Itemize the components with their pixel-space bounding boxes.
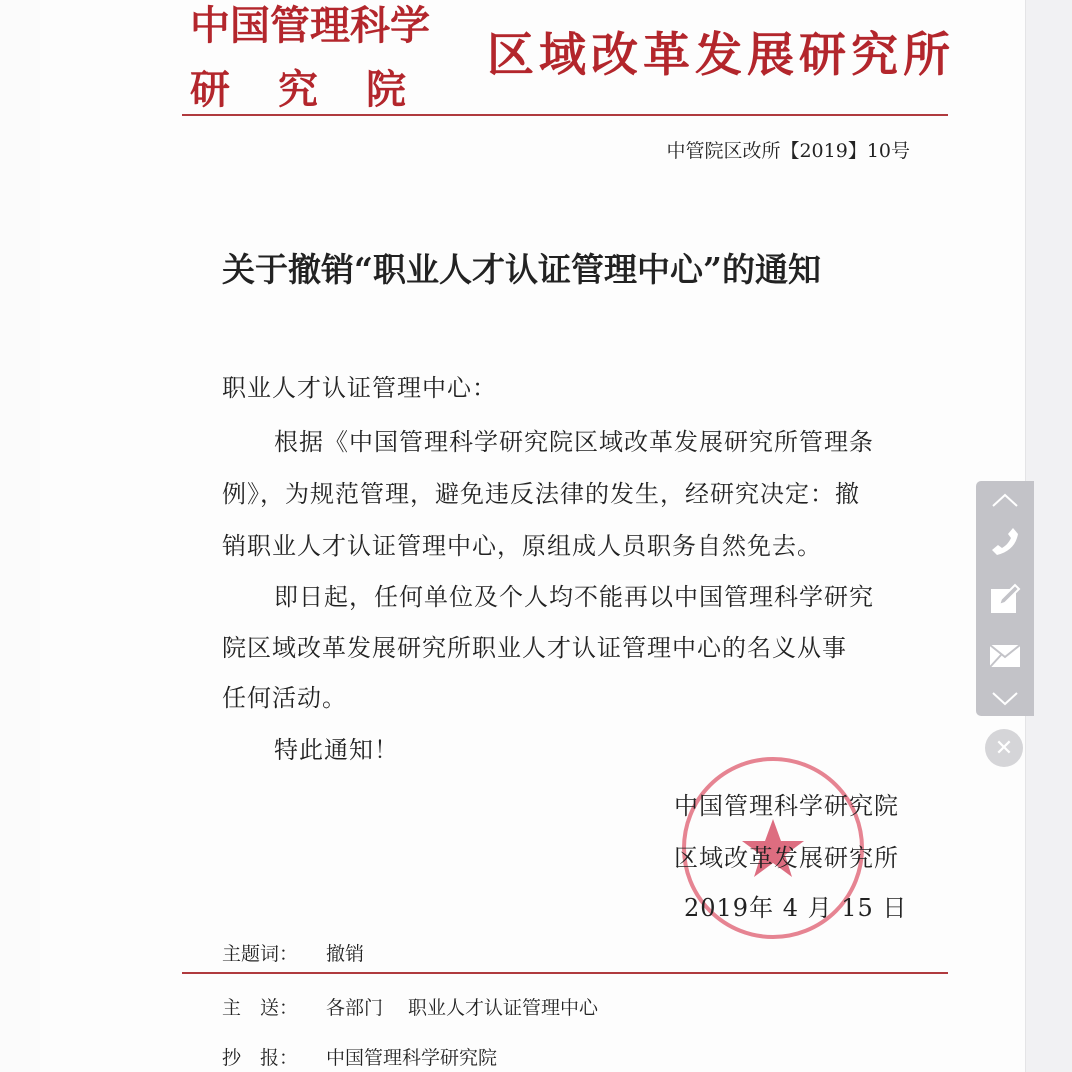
- signature-org2: 区域改革发展研究所: [674, 844, 899, 872]
- notice-title: 关于撤销“职业人才认证管理中心”的通知: [222, 250, 821, 289]
- close-icon[interactable]: ✕: [985, 729, 1023, 767]
- footer-divider: [182, 972, 948, 974]
- keywords-label: 主题词：: [222, 943, 299, 965]
- keywords: 撤销: [326, 943, 365, 965]
- cc-label: 抄 报：: [222, 1047, 299, 1069]
- mail-icon[interactable]: [976, 636, 1034, 676]
- send-to-label: 主 送：: [222, 997, 299, 1019]
- edit-icon[interactable]: [976, 579, 1034, 619]
- send-to: 各部门 职业人才认证管理中心: [326, 997, 599, 1019]
- header-divider: [182, 114, 948, 116]
- signature-org1: 中国管理科学研究院: [674, 792, 899, 820]
- floating-toolbar: [976, 481, 1034, 716]
- institute-name: 区域改革发展研究所: [487, 28, 955, 83]
- chevron-up-icon[interactable]: [976, 485, 1034, 515]
- signature-date: 2019年 4 月 15 日: [684, 894, 908, 922]
- phone-icon[interactable]: [976, 521, 1034, 561]
- body-line: 即日起，任何单位及个人均不能再以中国管理科学研究: [274, 583, 874, 611]
- body-line: 院区域改革发展研究所职业人才认证管理中心的名义从事: [222, 634, 847, 662]
- org-name-line1: 中国管理科学: [190, 3, 430, 49]
- chevron-down-icon[interactable]: [976, 684, 1034, 714]
- closing-line: 特此通知！: [274, 736, 399, 764]
- body-line: 例》，为规范管理，避免违反法律的发生，经研究决定：撤: [222, 480, 860, 508]
- cc: 中国管理科学研究院: [326, 1047, 498, 1069]
- body-line: 根据《中国管理科学研究院区域改革发展研究所管理条: [274, 428, 874, 456]
- org-name-line2: 研 究 院: [190, 67, 410, 113]
- salutation: 职业人才认证管理中心：: [222, 374, 497, 402]
- body-line: 任何活动。: [222, 684, 347, 712]
- doc-number: 中管院区改所【2019】10号: [666, 140, 910, 162]
- body-line: 销职业人才认证管理中心，原组成人员职务自然免去。: [222, 532, 822, 560]
